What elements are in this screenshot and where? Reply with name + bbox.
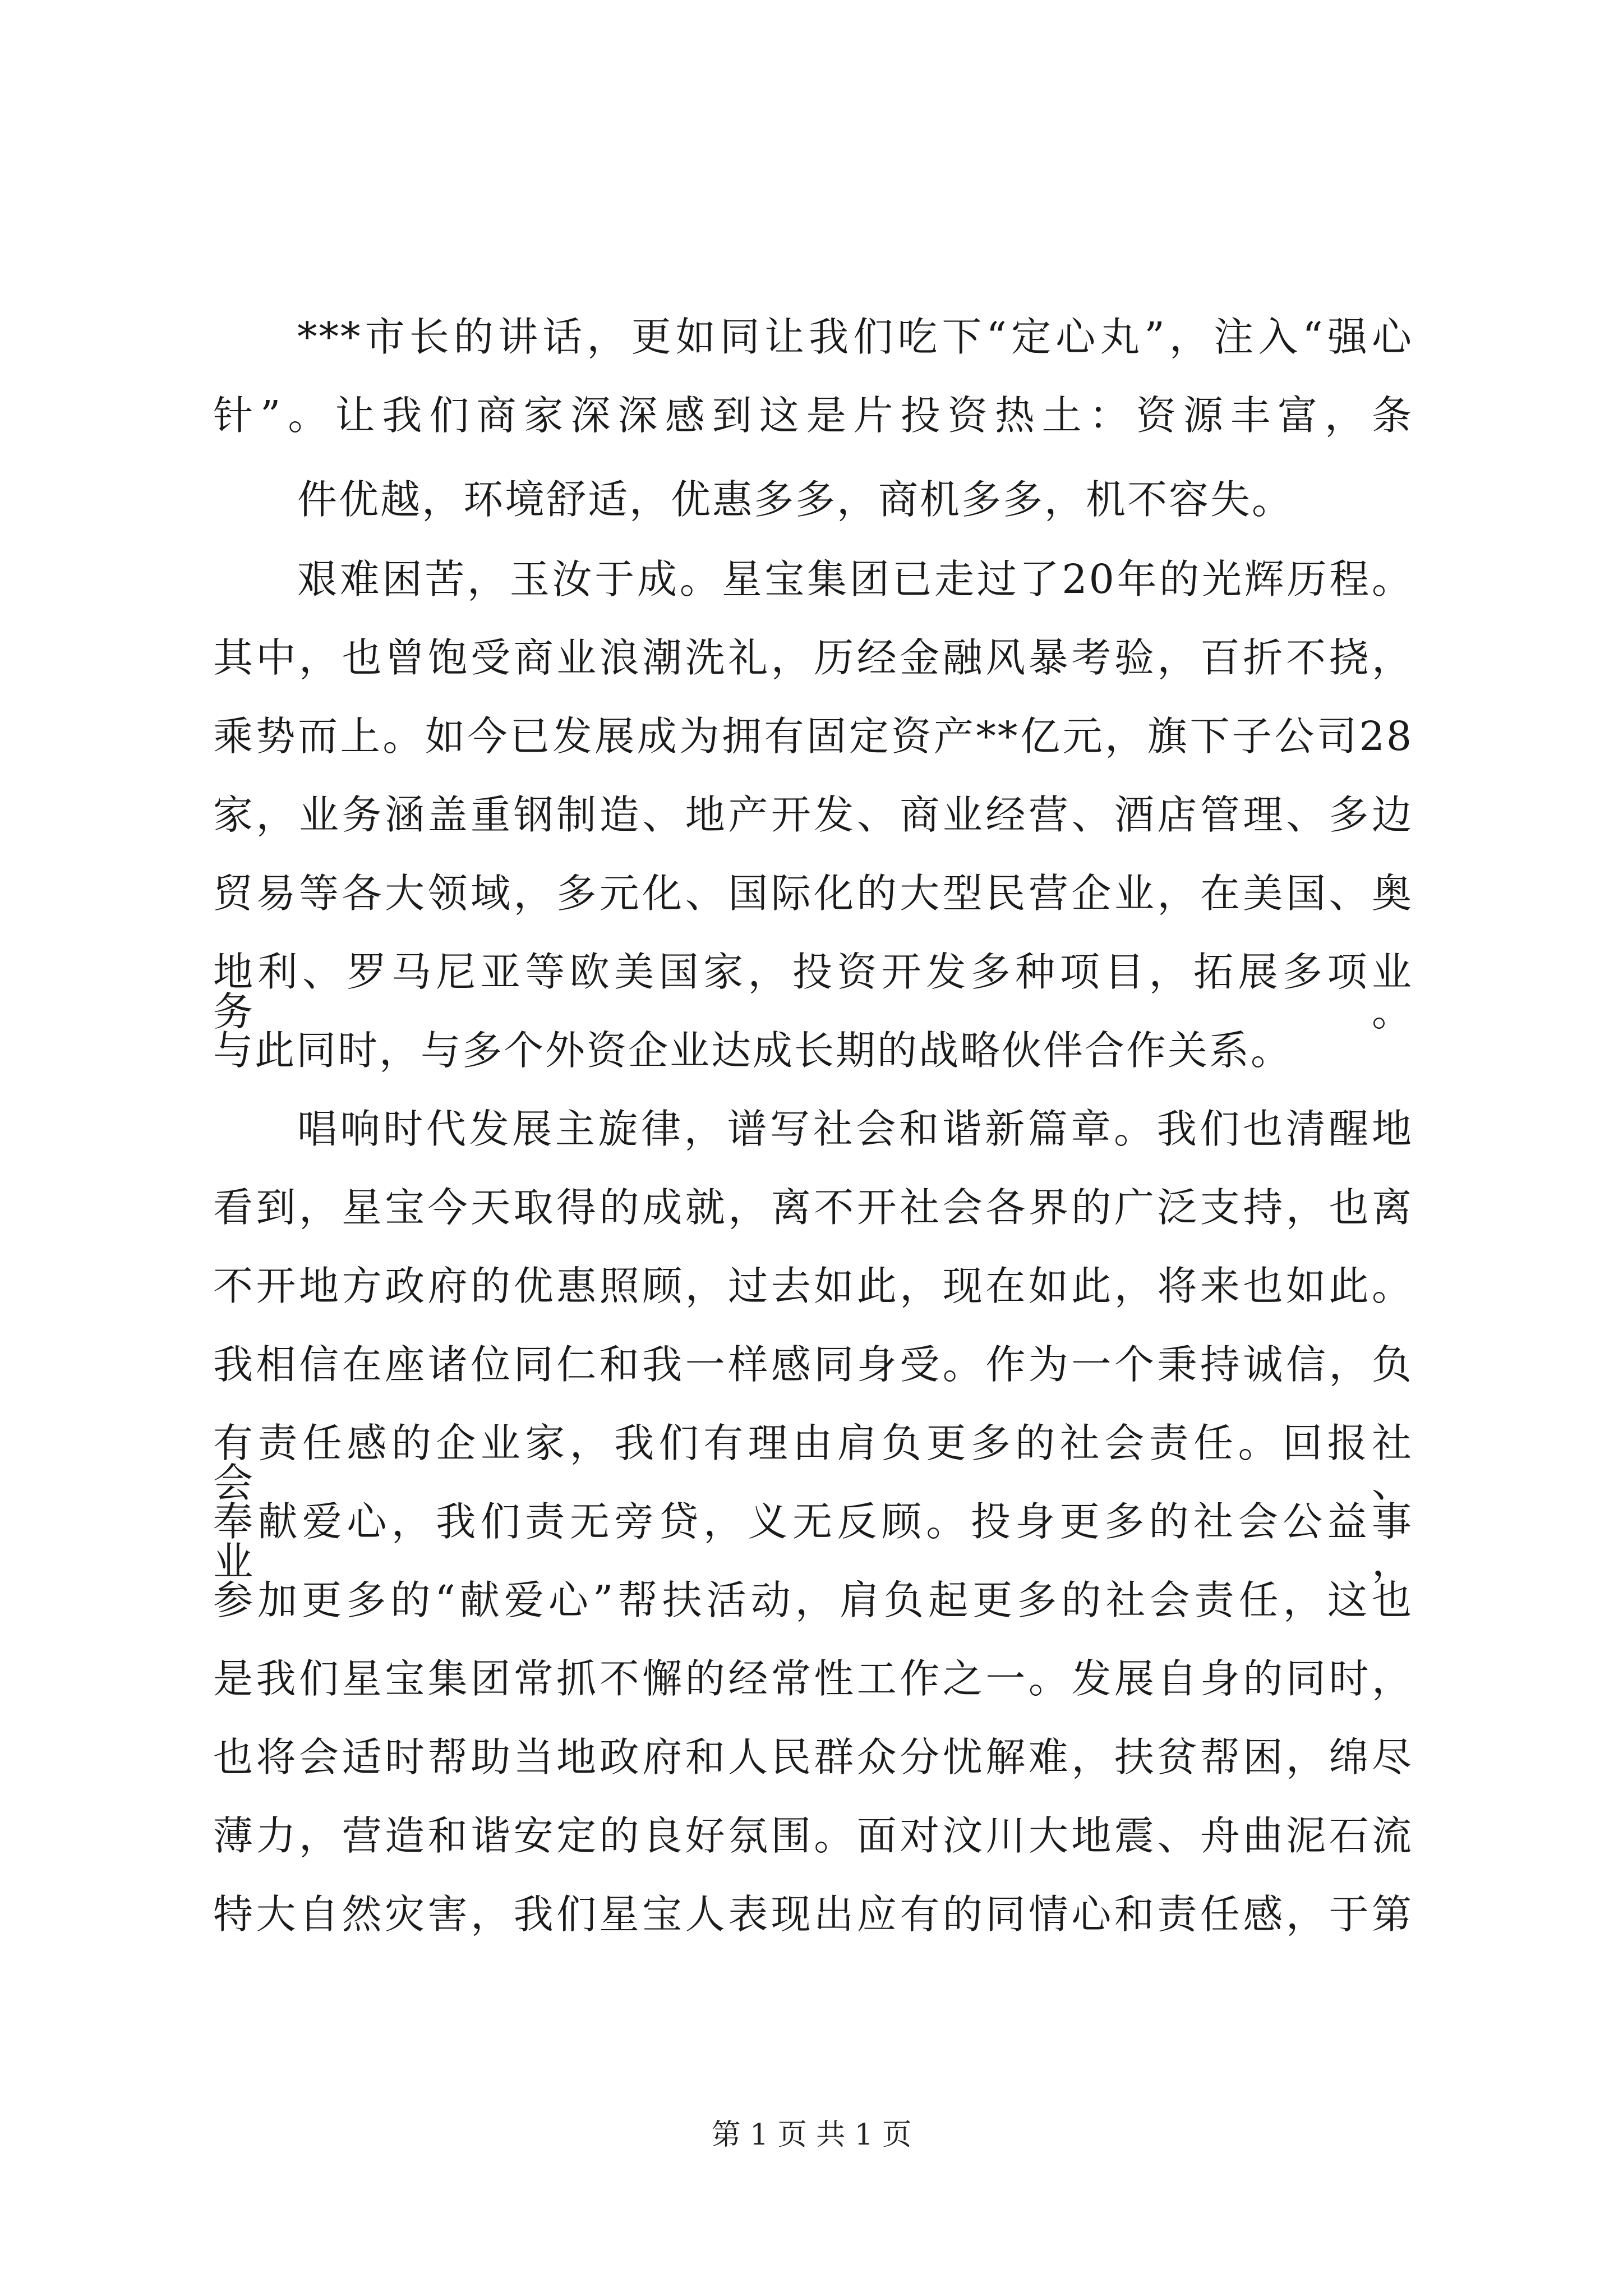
paragraph-4-line-5: 有责任感的企业家，我们有理由肩负更多的社会责任。回报社会、	[213, 1420, 1413, 1506]
paragraph-3-line-1: 艰难困苦，玉汝于成。星宝集团已走过了20年的光辉历程。	[297, 556, 1413, 602]
paragraph-1-line-2: 针”。让我们商家深深感到这是片投资热土：资源丰富，条	[213, 392, 1413, 439]
paragraph-4-line-11: 特大自然灾害，我们星宝人表现出应有的同情心和责任感，于第	[213, 1891, 1413, 1938]
paragraph-3-line-4: 家，业务涵盖重钢制造、地产开发、商业经营、酒店管理、多边	[213, 792, 1413, 838]
paragraph-3-line-5: 贸易等各大领域，多元化、国际化的大型民营企业，在美国、奥	[213, 870, 1413, 917]
paragraph-4-line-6: 奉献爱心，我们责无旁贷，义无反顾。投身更多的社会公益事业，	[213, 1498, 1413, 1585]
paragraph-4-line-2: 看到，星宝今天取得的成就，离不开社会各界的广泛支持，也离	[213, 1184, 1413, 1231]
paragraph-3-line-7: 与此同时，与多个外资企业达成长期的战略伙伴合作关系。	[213, 1027, 1293, 1074]
paragraph-4-line-9: 也将会适时帮助当地政府和人民群众分忧解难，扶贫帮困，绵尽	[213, 1734, 1413, 1780]
paragraph-3-line-3: 乘势而上。如今已发展成为拥有固定资产**亿元，旗下子公司28	[213, 713, 1413, 760]
paragraph-2-line-1: 件优越，环境舒适，优惠多多，商机多多，机不容失。	[297, 476, 1294, 523]
paragraph-4-line-4: 我相信在座诸位同仁和我一样感同身受。作为一个秉持诚信，负	[213, 1341, 1413, 1388]
paragraph-4-line-7: 参加更多的“献爱心”帮扶活动，肩负起更多的社会责任，这也	[213, 1577, 1413, 1623]
paragraph-4-line-1: 唱响时代发展主旋律，谱写社会和谐新篇章。我们也清醒地	[297, 1106, 1413, 1152]
paragraph-1-line-1: ***市长的讲话，更如同让我们吃下“定心丸”，注入“强心	[297, 314, 1413, 360]
page-footer: 第 1 页 共 1 页	[711, 2118, 912, 2152]
paragraph-4-line-8: 是我们星宝集团常抓不懈的经常性工作之一。发展自身的同时，	[213, 1655, 1413, 1702]
paragraph-3-line-6: 地利、罗马尼亚等欧美国家，投资开发多种项目，拓展多项业务。	[213, 949, 1413, 1035]
paragraph-4-line-10: 薄力，营造和谐安定的良好氛围。面对汶川大地震、舟曲泥石流	[213, 1812, 1413, 1859]
paragraph-3-line-2: 其中，也曾饱受商业浪潮洗礼，历经金融风暴考验，百折不挠，	[213, 634, 1413, 681]
paragraph-4-line-3: 不开地方政府的优惠照顾，过去如此，现在如此，将来也如此。	[213, 1263, 1413, 1309]
